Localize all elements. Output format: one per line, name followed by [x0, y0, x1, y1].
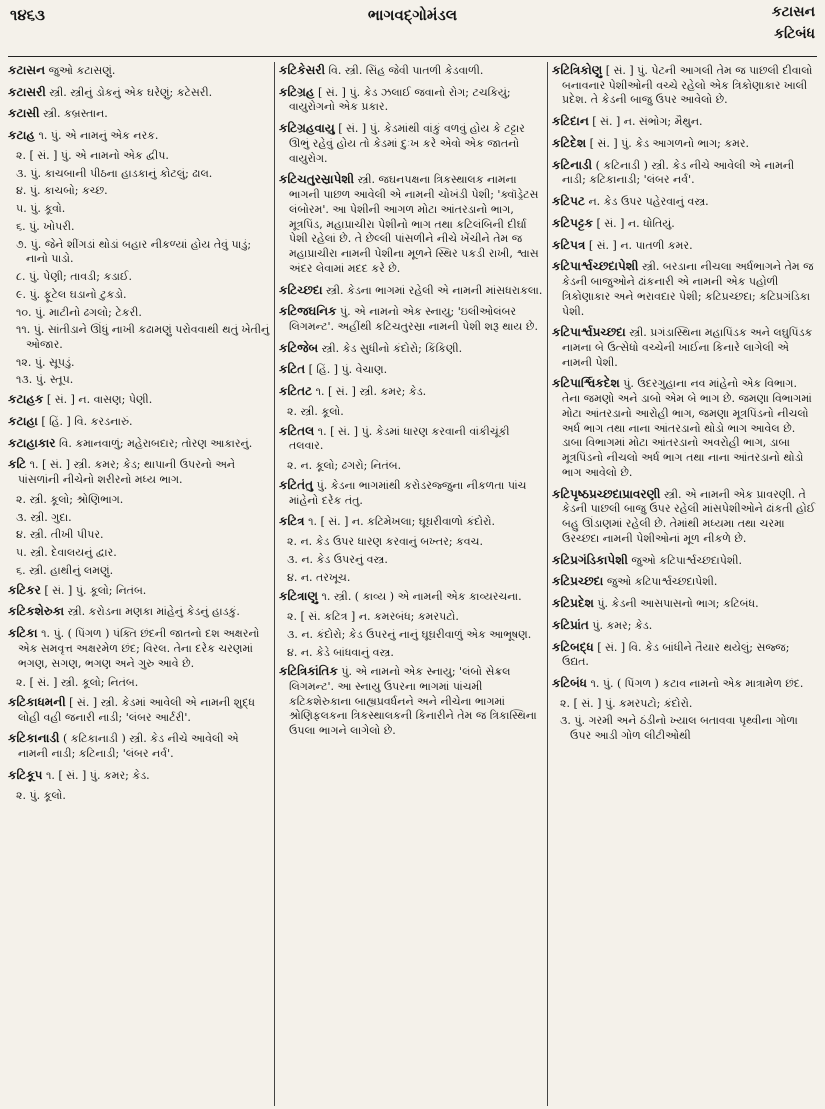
headword: કટિજેબ [279, 340, 319, 355]
headword: કટિબંધ [552, 675, 588, 690]
sense-line [8, 528, 270, 543]
definition-text: ૭. પું. જેને શીંગડાં થોડાં બહાર નીકળ્યાં હોય તેવું પાડું; નાનો પાડો. [16, 237, 252, 266]
dictionary-entry [8, 625, 270, 671]
dictionary-entry [552, 113, 817, 130]
definition-text: ૯. પું. ફૂટેલ ઘડાનો ટુકડો. [16, 287, 127, 301]
headword: કટિનાડી [552, 157, 593, 172]
headword: કટિતંતુ [279, 477, 314, 492]
definition-text: જુઓ કટાસણું. [48, 64, 116, 77]
sense-line [8, 270, 270, 285]
definition-text: ૨. [ સં. ] પું. કમરપટો; કંદોરો. [560, 696, 693, 710]
headword: કટિદાન [552, 114, 589, 129]
definition-text: [ સં. ] પું. કેડ આગળનો ભાગ; કમર. [589, 136, 750, 150]
dictionary-entry [552, 375, 817, 480]
headword: કટિકશેરુકા [8, 604, 65, 619]
headword: કટિતલ [279, 423, 315, 438]
headword: કટિગ્રહ [279, 84, 315, 99]
definition-text: સ્ત્રી. કેડના ભાગમાં રહેલી એ નામની માંસધરાકલા. [326, 283, 543, 297]
definition-text: ૧. [ સં. ] પું. કેડમાં ધારણ કરવાની વાંકીચૂંકી તલવાર. [289, 424, 510, 453]
definition-text: ૧૩. પું. સ્તૂપ. [16, 373, 74, 387]
sense-line [8, 149, 270, 164]
sense-line [279, 405, 543, 420]
dictionary-entry [8, 694, 270, 725]
dictionary-entry [552, 552, 817, 569]
sense-line [279, 571, 543, 586]
definition-text: પું. એ નામનો એક સ્નાયુ; 'ઇલીઓલંબર લિગમન્ટ'. અહીંથી કટિચતુરસ્રા નામની પેશી શરૂ થાય છે. [289, 305, 538, 334]
headword: કટિત્ર [279, 514, 305, 529]
dictionary-entry [8, 127, 270, 144]
definition-text: ૨. સ્ત્રી. કૂલો; શ્રોણિભાગ. [16, 492, 124, 506]
definition-text: સ્ત્રી. કેડ સુધીનો કંદોરો; કિંકિણી. [321, 341, 463, 355]
definition-text: ( કટિનાડી ) સ્ત્રી. કેડ નીચે આવેલી એ નામની નાડી; કટિકાનાડી; 'લંબર નર્વ'. [562, 158, 795, 187]
definition-text: જુઓ કટિપાર્શ્વચ્છદાપેશી. [631, 553, 743, 567]
definition-text: ૮. પું. પેણી; તાવડી; કડાઈ. [16, 270, 132, 284]
column-divider [547, 62, 548, 1106]
running-title: ભાગવદ્ગોમંડલ [367, 6, 458, 24]
definition-text: સ્ત્રી. પ્રગંડાસ્થિના મહાપિંડક અને લઘુપિંડક નામના બે ઉત્સેધો વચ્ચેની ખાઈના કિનારે લાગેલી એ નામની પેશી. [562, 326, 813, 369]
definition-text: ૨. [ સં. ] પું. એ નામનો એક દ્વીપ. [16, 148, 169, 162]
definition-text: પું. કેડના ભાગમાંથી કરોડરજ્જુના નીકળતા પાંચ માંહેનો દરેક તંતુ. [289, 478, 527, 507]
sense-line [279, 535, 543, 550]
definition-text: [ સં. ] પું. પેટની આગલી તેમ જ પાછલી દીવાલો બનાવનાર પેશીઓની વચ્ચે રહેલો એક ત્રિકોણાકાર ખાલી પ્રદેશ. તે કેડની બાજુ ઉપર આવેલો છે. [562, 64, 813, 107]
dictionary-entry [279, 340, 543, 357]
definition-text: [ સં. ] પું. કેડમાંથી વાંકું વળવું હોય કે ટટ્ટાર ઊભું રહેવું હોય તો કેડમાં દુઃખ કરે એવો એક જાતનો વાયુરોગ. [289, 122, 525, 165]
headword: કટાહ [8, 128, 35, 143]
headword: કટાસરી [8, 84, 46, 99]
sense-line [279, 610, 543, 625]
headword: કટિપાર્શ્વપ્રચ્છદા [552, 325, 626, 340]
definition-text: ૩. સ્ત્રી. ગુદા. [16, 510, 72, 524]
definition-text: ૫. પું. કૂવો. [16, 202, 66, 216]
definition-text: [ સં. ] સ્ત્રી. કેડમાં આવેલી એ નામની શુદ્ધ લોહી વહી જનારી નાડી; 'લંબર આર્ટરી'. [18, 695, 255, 724]
headword: કટિપાર્શ્વિકદેશ [552, 376, 620, 391]
sense-line [8, 306, 270, 321]
headword: કટિકર [8, 582, 41, 597]
headword: કટિત [279, 362, 306, 377]
sense-line [552, 714, 817, 743]
headword: કટિકેસરી [279, 63, 325, 77]
sense-line [8, 493, 270, 508]
headword: કટિત્રાણુ [279, 589, 318, 604]
dictionary-entry [279, 361, 543, 378]
dictionary-entry [279, 423, 543, 454]
dictionary-entry [552, 62, 817, 108]
headword: કટિપાર્શ્વચ્છદાપેશી [552, 259, 639, 274]
sense-line [8, 167, 270, 182]
sense-line [279, 459, 543, 474]
definition-text: ૨. ન. કૂલો; ઢગરો; નિતંબ. [287, 459, 402, 473]
definition-text: ૨. ન. કેડ ઉપર ધારણ કરવાનું બખ્તર; કવચ. [287, 535, 483, 549]
headword: કટિદેશ [552, 135, 587, 150]
sense-line [8, 356, 270, 371]
dictionary-entry [279, 62, 543, 79]
dictionary-entry [279, 171, 543, 276]
definition-text: [ સં. ] ન. પાતળી કમર. [588, 238, 693, 252]
headword: કટિપ્રચ્છદા [552, 574, 604, 589]
definition-text: પું. કેડની આસપાસનો ભાગ; કટિબંધ. [597, 597, 759, 611]
definition-text: સ્ત્રી. જઘનપક્ષના ત્રિકસ્થાલક નામના ભાગની પાછળ આવેલી એ નામની ચોખંડી પેશી; 'ક્વૉડ્રેટસ લંબોરમ'. આ પેશીની આગળ મોટા આંતરડાનો ભાગ, મૂત્રપિંડ, મહાપ્રાચીરા પેશીનો ભાગ તથા કટિલંબિની દીર્ઘા પેશી રહેલાં છે. તે છેલ્લી પાંસળીને નીચે ખેંચીને તેમ જ મહાપ્રાચીરા નામની પેશીના મૂળને સ્થિર પકડી રાખી, શ્વાસ અંદર લેવામાં મદદ કરે છે. [289, 173, 539, 275]
definition-text: ૧. [ સં. ] સ્ત્રી. કમર; કેડ. [315, 385, 427, 399]
definition-text: ૩. પું. ગરમી અને ઠંડીનો ખ્યાલ બતાવવા પૃથ્વીના ગોળા ઉપર આડી ગોળ લીટીઓથી [560, 714, 798, 743]
definition-text: [ હિં. ] વિ. કરડનારું. [41, 414, 133, 428]
headword: કટિપૃષ્ઠપ્રચ્છદાપ્રાવરણી [552, 486, 661, 501]
page-header [0, 0, 825, 56]
definition-text: ૬. પું. ખોપરી. [16, 219, 75, 233]
dictionary-entry [8, 413, 270, 430]
definition-text: ૧. સ્ત્રી. ( કાવ્ય ) એ નામની એક કાવ્યરચના. [321, 590, 522, 604]
definition-text: [ સં. ] વિ. કેડ બાંધીને તૈયાર થયેલું; સજ્જ; ઉદ્યત. [562, 640, 790, 669]
dictionary-entry [8, 62, 270, 79]
headword: કટિત્રિકોણુ [552, 63, 603, 77]
definition-text: સ્ત્રી. કબ્રસ્તાન. [43, 107, 108, 121]
dictionary-entry [8, 603, 270, 620]
headword: કટિચતુરસ્રાપેશી [279, 172, 355, 187]
definition-text: જુઓ કટિપાર્શ્વચ્છદાપેશી. [606, 575, 718, 589]
definition-text: ૧. પું. ( પિંગળ ) કટાવ નામનો એક માત્રામેળ છંદ. [590, 676, 804, 690]
header-rule [8, 56, 817, 57]
definition-text: [ સં. ] ન. સંભોગ; મૈથુન. [592, 115, 703, 129]
definition-text: ૧. [ સં. ] ન. કટિમેખલા; ઘૂઘરીવાળો કંદોરો. [308, 515, 495, 529]
definition-text: પું. એ નામનો એક સ્નાયુ; 'લંબો સેક્રલ લિગમન્ટ'. આ સ્નાયુ ઉપરના ભાગમાં પાંચમી કટિકશેરુકાના બાહ્યપ્રવર્ધનને અને નીચેના ભાગમાં શ્રોણિફલકના ત્રિકસ્થાલકની કિનારીને તેમ જ ત્રિકાસ્થિના ઉપલા ભાગને લાગેલો છે. [289, 665, 537, 738]
definition-text: વિ. કમાનવાળું; મહેરાબદાર; તોરણ આકારનું. [58, 436, 253, 450]
definition-text: [ સં. ] પું. કૂલો; નિતંબ. [44, 583, 147, 597]
dictionary-entry [8, 435, 270, 452]
definition-text: ૧૧. પું. સાંતીડાને ઊંધું નાખી કઢામણું પરોવવાથી થતું ખેતીનું ઓજાર. [16, 323, 270, 352]
definition-text: ૩. ન. કેડ ઉપરનું વસ્ત્ર. [287, 552, 388, 566]
dictionary-entry [8, 391, 270, 408]
definition-text: [ સં. ] ન. ધોતિયું. [596, 216, 675, 230]
definition-text: પું. ઉદરગુહાના નવ માંહેનો એક વિભાગ. તેના જમણો અને ડાબો એમ બે ભાગ છે. જમણા વિભાગમાં મોટા આંતરડાનો આરોહી ભાગ, જમણા મૂત્રપિંડનો નીચલો અર્ધ ભાગ તથા નાના આંતરડાનો થોડો ભાગ આવેલ છે. ડાબા વિભાગમાં મોટા આંતરડાનો અવરોહી ભાગ, ડાબા મૂત્રપિંડનો નીચલો અર્ધ ભાગ તથા નાના આંતરડાનો થોડો ભાગ આવેલો છે. [562, 377, 812, 479]
definition-text: પું. કમર; કેડ. [592, 618, 653, 632]
dictionary-entry [552, 617, 817, 634]
definition-text: સ્ત્રી. સ્ત્રીનું ડોકનું એક ઘરેણું; કટેસરી. [49, 85, 213, 99]
dictionary-entry [8, 84, 270, 101]
definition-text: ૩. પું. કાચબાની પીઠના હાડકાનું કોટલું; ઢાલ. [16, 166, 213, 180]
dictionary-entry [8, 105, 270, 122]
sense-line [8, 238, 270, 267]
definition-text: ૪. ન. કેડે બાંધવાનું વસ્ત્ર. [287, 645, 394, 659]
dictionary-entry [552, 215, 817, 232]
headword: કટિજઘનિક [279, 304, 337, 319]
definition-text: [ સં. ] ન. વાસણ; પેણી. [46, 393, 153, 407]
sense-line [552, 697, 817, 712]
definition-text: ૧. પું. એ નામનું એક નરક. [38, 129, 159, 143]
headword: કટિગ્રહવાયુ [279, 121, 335, 136]
dictionary-entry [8, 767, 270, 784]
definition-text: ( કટિકાનાડી ) સ્ત્રી. કેડ નીચે આવેલી એ નામની નાડી; કટિનાડી; 'લંબર નર્વ'. [18, 732, 239, 761]
headword: કટિકૂપ [8, 767, 43, 782]
dictionary-entry [279, 282, 543, 299]
headword: કટિચ્છદા [279, 282, 323, 297]
definition-text: ૨. પું. કૂલો. [16, 788, 66, 802]
dictionary-entry [279, 120, 543, 166]
dictionary-entry [8, 456, 270, 487]
sense-line [279, 553, 543, 568]
definition-text: ન. કેડ ઉપર પહેરવાનું વસ્ત્ર. [588, 195, 709, 209]
dictionary-entry [552, 675, 817, 692]
definition-text: ૧. [ સં. ] પું. કમર; કેડ. [45, 768, 150, 782]
dictionary-entry [552, 258, 817, 319]
dictionary-entry [552, 486, 817, 547]
dictionary-entry [8, 730, 270, 761]
definition-text: ૬. સ્ત્રી. હાથીનું લમણું. [16, 563, 114, 577]
headword: કટિપટ [552, 194, 585, 209]
column-divider [274, 62, 275, 1106]
headword: કટિકાધમની [8, 694, 66, 709]
guide-word-last: કટિબંધ [774, 26, 815, 42]
dictionary-entry [279, 303, 543, 334]
definition-text: ૧૨. પું. સૂપડું. [16, 355, 75, 369]
dictionary-entry [552, 573, 817, 590]
definition-text: ૨. [ સં. ] સ્ત્રી. કૂલો; નિતંબ. [16, 676, 139, 690]
sense-line [8, 184, 270, 199]
headword: કટિપ્રાંત [552, 617, 589, 632]
dictionary-entry [552, 157, 817, 188]
headword: કટિબદ્ધ [552, 639, 594, 654]
sense-line [279, 646, 543, 661]
dictionary-entry [552, 324, 817, 370]
headword: કટિપટ્ટક [552, 215, 593, 230]
page-number: ૧૪૬૩ [10, 6, 46, 24]
definition-text: વિ. સ્ત્રી. સિંહ જેવી પાતળી કેડવાળી. [328, 64, 484, 77]
headword: કટિપ્રગંડિકાપેશી [552, 552, 628, 567]
definition-text: ૩. ન. કંદોરો; કેડ ઉપરનું નાનું ઘૂઘરીવાળું એક આભૂષણ. [287, 627, 532, 641]
definition-text: [ સં. ] પું. કેડ ઝલાઈ જવાનો રોગ; ટચકિયું; વાયુરોગનો એક પ્રકાર. [289, 85, 511, 114]
dictionary-entry [279, 84, 543, 115]
definition-text: ૨. સ્ત્રી. કૂલો. [287, 404, 344, 418]
dictionary-entry [552, 135, 817, 152]
definition-text: ૫. સ્ત્રી. દેવાલયનું દ્વાર. [16, 546, 117, 560]
headword: કટાહા [8, 413, 38, 428]
column-1 [8, 62, 270, 1106]
headword: કટાહાકાર [8, 435, 56, 450]
dictionary-entry [279, 383, 543, 400]
definition-text: ૧૦. પું. માટીનો ઢગલો; ટેકરી. [16, 305, 142, 319]
sense-line [8, 373, 270, 388]
definition-text: ૪. ન. તરખૂચ. [287, 570, 351, 584]
guide-word-first: કટાસન [771, 4, 815, 20]
definition-text: ૧. પું. ( પિંગળ ) પંક્તિ છંદની જાતનો દશ અક્ષરનો એક સમવૃત્ત અક્ષરમેળ છંદ; વિરલ. તેના દરેક ચરણમાં ભગણ, સગણ, ભગણ અને ગુરુ આવે છે. [18, 627, 260, 670]
headword: કટાસન [8, 63, 46, 77]
dictionary-entry [552, 595, 817, 612]
headword: કટાસી [8, 106, 40, 121]
sense-line [279, 628, 543, 643]
sense-line [8, 220, 270, 235]
dictionary-entry [552, 193, 817, 210]
headword: કટિકા [8, 626, 38, 641]
sense-line [8, 676, 270, 691]
headword: કટિ [8, 457, 27, 472]
definition-text: ૧. [ સં. ] સ્ત્રી. કમર; કેડ; થાપાની ઉપરનો અને પાંસળાંની નીચેનો શરીરનો મધ્ય ભાગ. [18, 458, 236, 487]
dictionary-entry [552, 237, 817, 254]
headword: કટિપ્રદેશ [552, 596, 594, 611]
headword: કટાહક [8, 392, 44, 407]
headword: કટિત્રિકાંતિક [279, 664, 338, 679]
definition-text: ૨. [ સં. કટિત્ર ] ન. કમરબંધ; કમરપટો. [287, 610, 459, 624]
sense-line [8, 511, 270, 526]
sense-line [8, 323, 270, 352]
dictionary-entry [279, 513, 543, 530]
sense-line [8, 288, 270, 303]
definition-text: ૪. સ્ત્રી. તીખી પીપર. [16, 528, 104, 542]
definition-text: સ્ત્રી. બરડાના નીચલા અર્ધભાગને તેમ જ કેડની બાજુઓને ઢાંકનારી એ નામની એક પહોળી ત્રિકોણાકાર અને ભરાવદાર પેશી; કટિપ્રચ્છદા; કટિપ્રગંડિકા પેશી. [562, 260, 814, 318]
headword: કટિપત્ર [552, 237, 586, 252]
sense-line [8, 564, 270, 579]
sense-line [8, 789, 270, 804]
sense-line [8, 202, 270, 217]
headword: કટિતટ [279, 384, 313, 399]
dictionary-entry [279, 477, 543, 508]
dictionary-entry [279, 588, 543, 605]
definition-text: [ હિં. ] પું. વેચાણ. [308, 363, 388, 377]
dictionary-entry [279, 663, 543, 739]
sense-line [8, 546, 270, 561]
dictionary-entry [8, 582, 270, 599]
definition-text: સ્ત્રી. એ નામની એક પ્રાવરણી. તે કેડની પાછલી બાજુ ઉપર રહેલી માંસપેશીઓને ઢાંકતી હોઈ બહુ ઊંડાણમાં રહેલી છે. તેમાંથી મધ્યમા તથા ચરમા ઉરચ્છદા નામની પેશીઓનાં મૂળ નીકળે છે. [562, 487, 816, 545]
column-3 [552, 62, 817, 1106]
headword: કટિકાનાડી [8, 731, 60, 746]
definition-text: ૪. પું. કાચબો; કચ્છ. [16, 184, 108, 198]
column-2 [279, 62, 543, 1106]
dictionary-columns [8, 62, 817, 1106]
dictionary-entry [552, 639, 817, 670]
definition-text: સ્ત્રી. કરોડના મણકા માંહેનું કેડનું હાડકું. [67, 605, 240, 619]
